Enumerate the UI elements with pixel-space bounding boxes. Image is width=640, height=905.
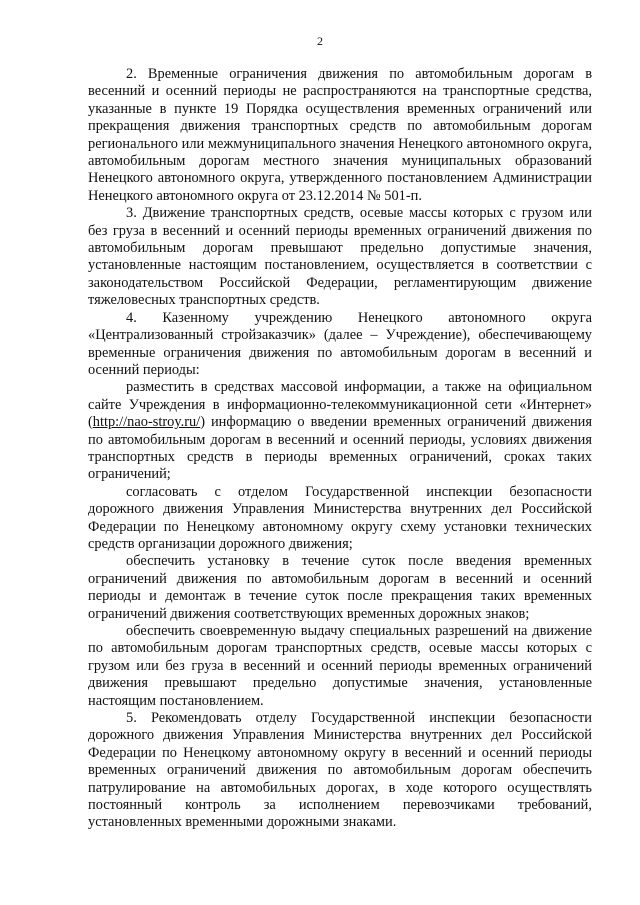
publish-info-text-after: ) информацию о введении временных ограничений движения по автомобильным дорогам в весенний и осенний периоды, условиях движения транспортных средств в периоды временных ограничений, сроках таких ограничений; [88, 414, 592, 483]
paragraph-4-institution: 4. Казенному учреждению Ненецкого автономного округа «Централизованный стройзаказчик» (далее – Учреждение), обеспечивающему временные ограничения движения по автомобильным дорогам в весенний и осенний периоды: [88, 309, 592, 378]
paragraph-3-heavy-vehicles: 3. Движение транспортных средств, осевые массы которых с грузом или без груза в весенний и осенний периоды временных ограничений движения по автомобильным дорогам превышают предельно допустимые значения, установленные настоящим постановлением, осуществляется в соответствии с законодательством Российской Федерации, регламентирующим движение тяжеловесных транспортных средств. [88, 205, 592, 309]
document-body [88, 66, 592, 832]
paragraph-4-issue-permits: обеспечить своевременную выдачу специальных разрешений на движение по автомобильным дорогам транспортных средств, осевые массы которых с грузом или без груза в весенний и осенний периоды временных ограничений движения превышают предельно допустимые значения, установленные настоящим постановлением. [88, 623, 592, 709]
website-link[interactable]: http://nao-stroy.ru/ [92, 414, 201, 431]
paragraph-2-exemptions: 2. Временные ограничения движения по автомобильным дорогам в весенний и осенний периоды не распространяются на транспортные средства, указанные в пункте 19 Порядка осуществления временных ограничений или прекращения движения транспортных средств по автомобильным дорогам регионального или межмуниципального значения Ненецкого автономного округа, автомобильным дорогам местного значения муниципальных образований Ненецкого автономного округа, утвержденного постановлением Администрации Ненецкого автономного округа от 23.12.2014 № 501-п. [88, 66, 592, 204]
paragraph-4-install-signs: обеспечить установку в течение суток после введения временных ограничений движения по автомобильным дорогам в весенний и осенний периоды и демонтаж в течение суток после прекращения таких временных ограничений движения соответствующих временных дорожных знаков; [88, 553, 592, 622]
page-number: 2 [317, 34, 323, 48]
paragraph-4-publish-info [88, 379, 592, 483]
publish-info-text-before: разместить в средствах массовой информации, а также на официальном сайте Учреждения в информационно-телекоммуникационной сети «Интернет» ( [88, 379, 592, 431]
paragraph-4-coordinate-scheme: согласовать с отделом Государственной инспекции безопасности дорожного движения Управления Министерства внутренних дел Российской Федерации по Ненецкому автономному округу схему установки технических средств организации дорожного движения; [88, 483, 592, 552]
paragraph-5-recommendation: 5. Рекомендовать отделу Государственной инспекции безопасности дорожного движения Управления Министерства внутренних дел Российской Федерации по Ненецкому автономному округу в весенний и осенний периоды временных ограничений движения по автомобильным дорогам обеспечить патрулирование на автомобильных дорогах, в ходе которого осуществлять постоянный контроль за исполнением перевозчиками требований, установленных временными дорожными знаками. [88, 710, 592, 831]
